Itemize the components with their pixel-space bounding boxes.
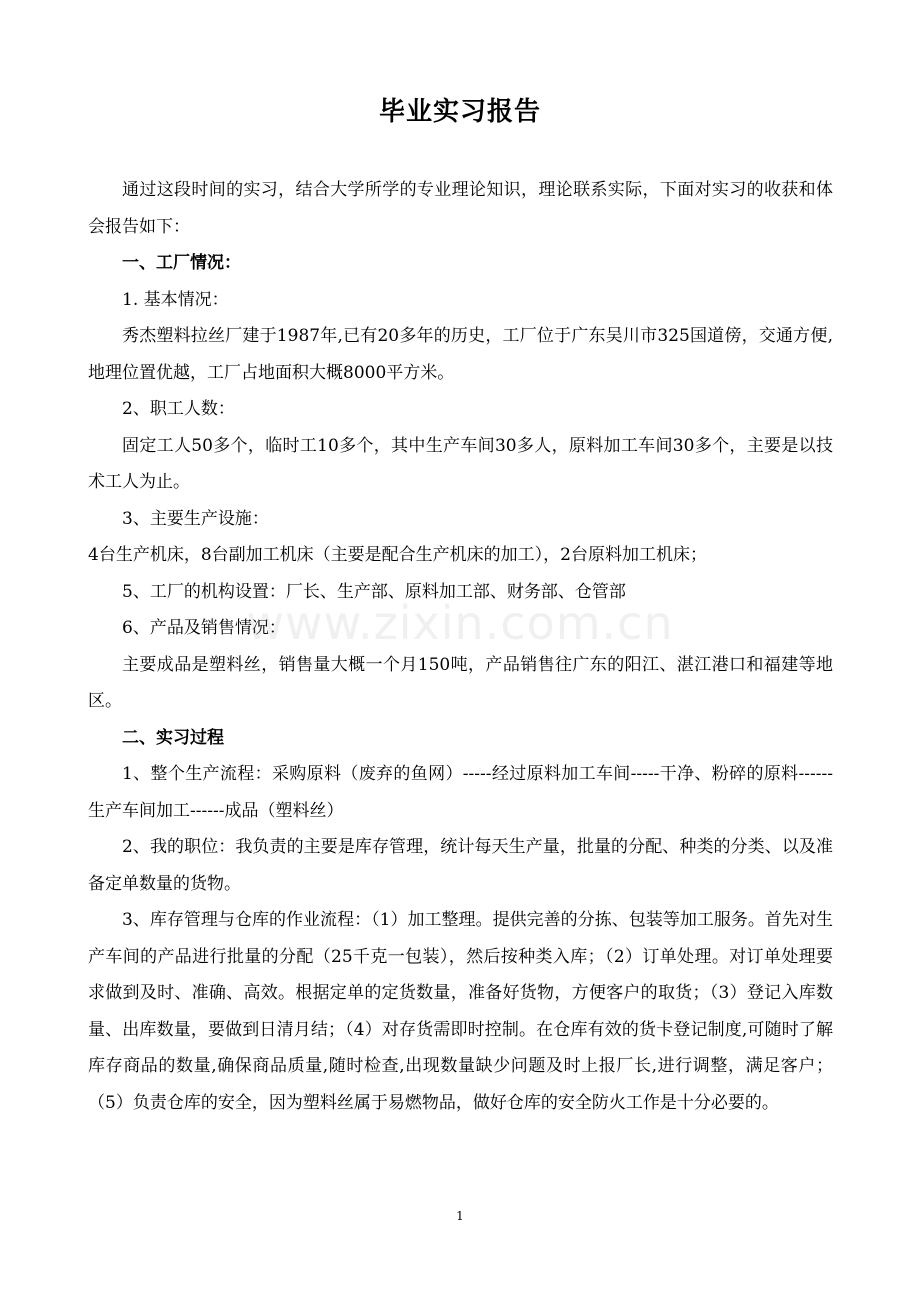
section-heading-factory: 一、工厂情况： bbox=[122, 253, 241, 273]
paragraph-production-flow: 1、整个生产流程：采购原料（废弃的鱼网）-----经过原料加工车间-----干净、粉碎的原料------生产车间加工------成品（塑料丝） bbox=[88, 764, 833, 821]
watermark: www.zixin.com.cn bbox=[246, 596, 674, 650]
subheading-basic-info: 1. 基本情况： bbox=[122, 289, 229, 310]
page-number: 1 bbox=[456, 1209, 464, 1223]
subheading-staff: 2、职工人数： bbox=[122, 399, 235, 419]
subheading-products: 6、产品及销售情况： bbox=[122, 618, 286, 638]
intro-paragraph: 通过这段时间的实习，结合大学所学的专业理论知识，理论联系实际，下面对实习的收获和体会报告如下： bbox=[88, 180, 833, 237]
document-title: 毕业实习报告 bbox=[378, 97, 541, 127]
paragraph-basic-info: 秀杰塑料拉丝厂建于1987年,已有20多年的历史，工厂位于广东吴川市325国道傍，交通方便,地理位置优越，工厂占地面积大概8000平方米。 bbox=[88, 326, 833, 383]
subheading-facilities: 3、主要生产设施： bbox=[122, 508, 269, 529]
paragraph-my-position: 2、我的职位：我负责的主要是库存管理，统计每天生产量，批量的分配、种类的分类、以及准备定单数量的货物。 bbox=[88, 837, 833, 894]
paragraph-staff: 固定工人50多个，临时工10多个，其中生产车间30多人，原料加工车间30多个，主要是以技术工人为止。 bbox=[88, 435, 833, 492]
document-body bbox=[88, 172, 833, 1121]
section-heading-process: 二、实习过程 bbox=[122, 727, 224, 748]
paragraph-products: 主要成品是塑料丝，销售量大概一个月150吨，产品销售往广东的阳江、湛江港口和福建等地区。 bbox=[88, 654, 833, 711]
paragraph-warehouse-flow: 3、库存管理与仓库的作业流程：（1）加工整理。提供完善的分拣、包装等加工服务。首先对生产车间的产品进行批量的分配（25千克一包装），然后按种类入库；（2）订单处理。对订单处理要求做到及时、准确、高效。根据定单的定货数量，准备好货物，方便客户的取货；（3）登记入库数量、出库数量，要做到日清月结；（4）对存货需即时控制。在仓库有效的货卡登记制度,可随时了解库存商品的数量,确保商品质量,随时检查,出现数量缺少问题及时上报厂长,进行调整，满足客户；（5）负责仓库的安全，因为塑料丝属于易燃物品，做好仓库的安全防火工作是十分必要的。 bbox=[88, 910, 833, 1113]
paragraph-organization: 5、工厂的机构设置：厂长、生产部、原料加工部、财务部、仓管部 bbox=[122, 581, 626, 602]
paragraph-facilities: 4台生产机床，8台副加工机床（主要是配合生产机床的加工），2台原料加工机床； bbox=[88, 545, 707, 565]
